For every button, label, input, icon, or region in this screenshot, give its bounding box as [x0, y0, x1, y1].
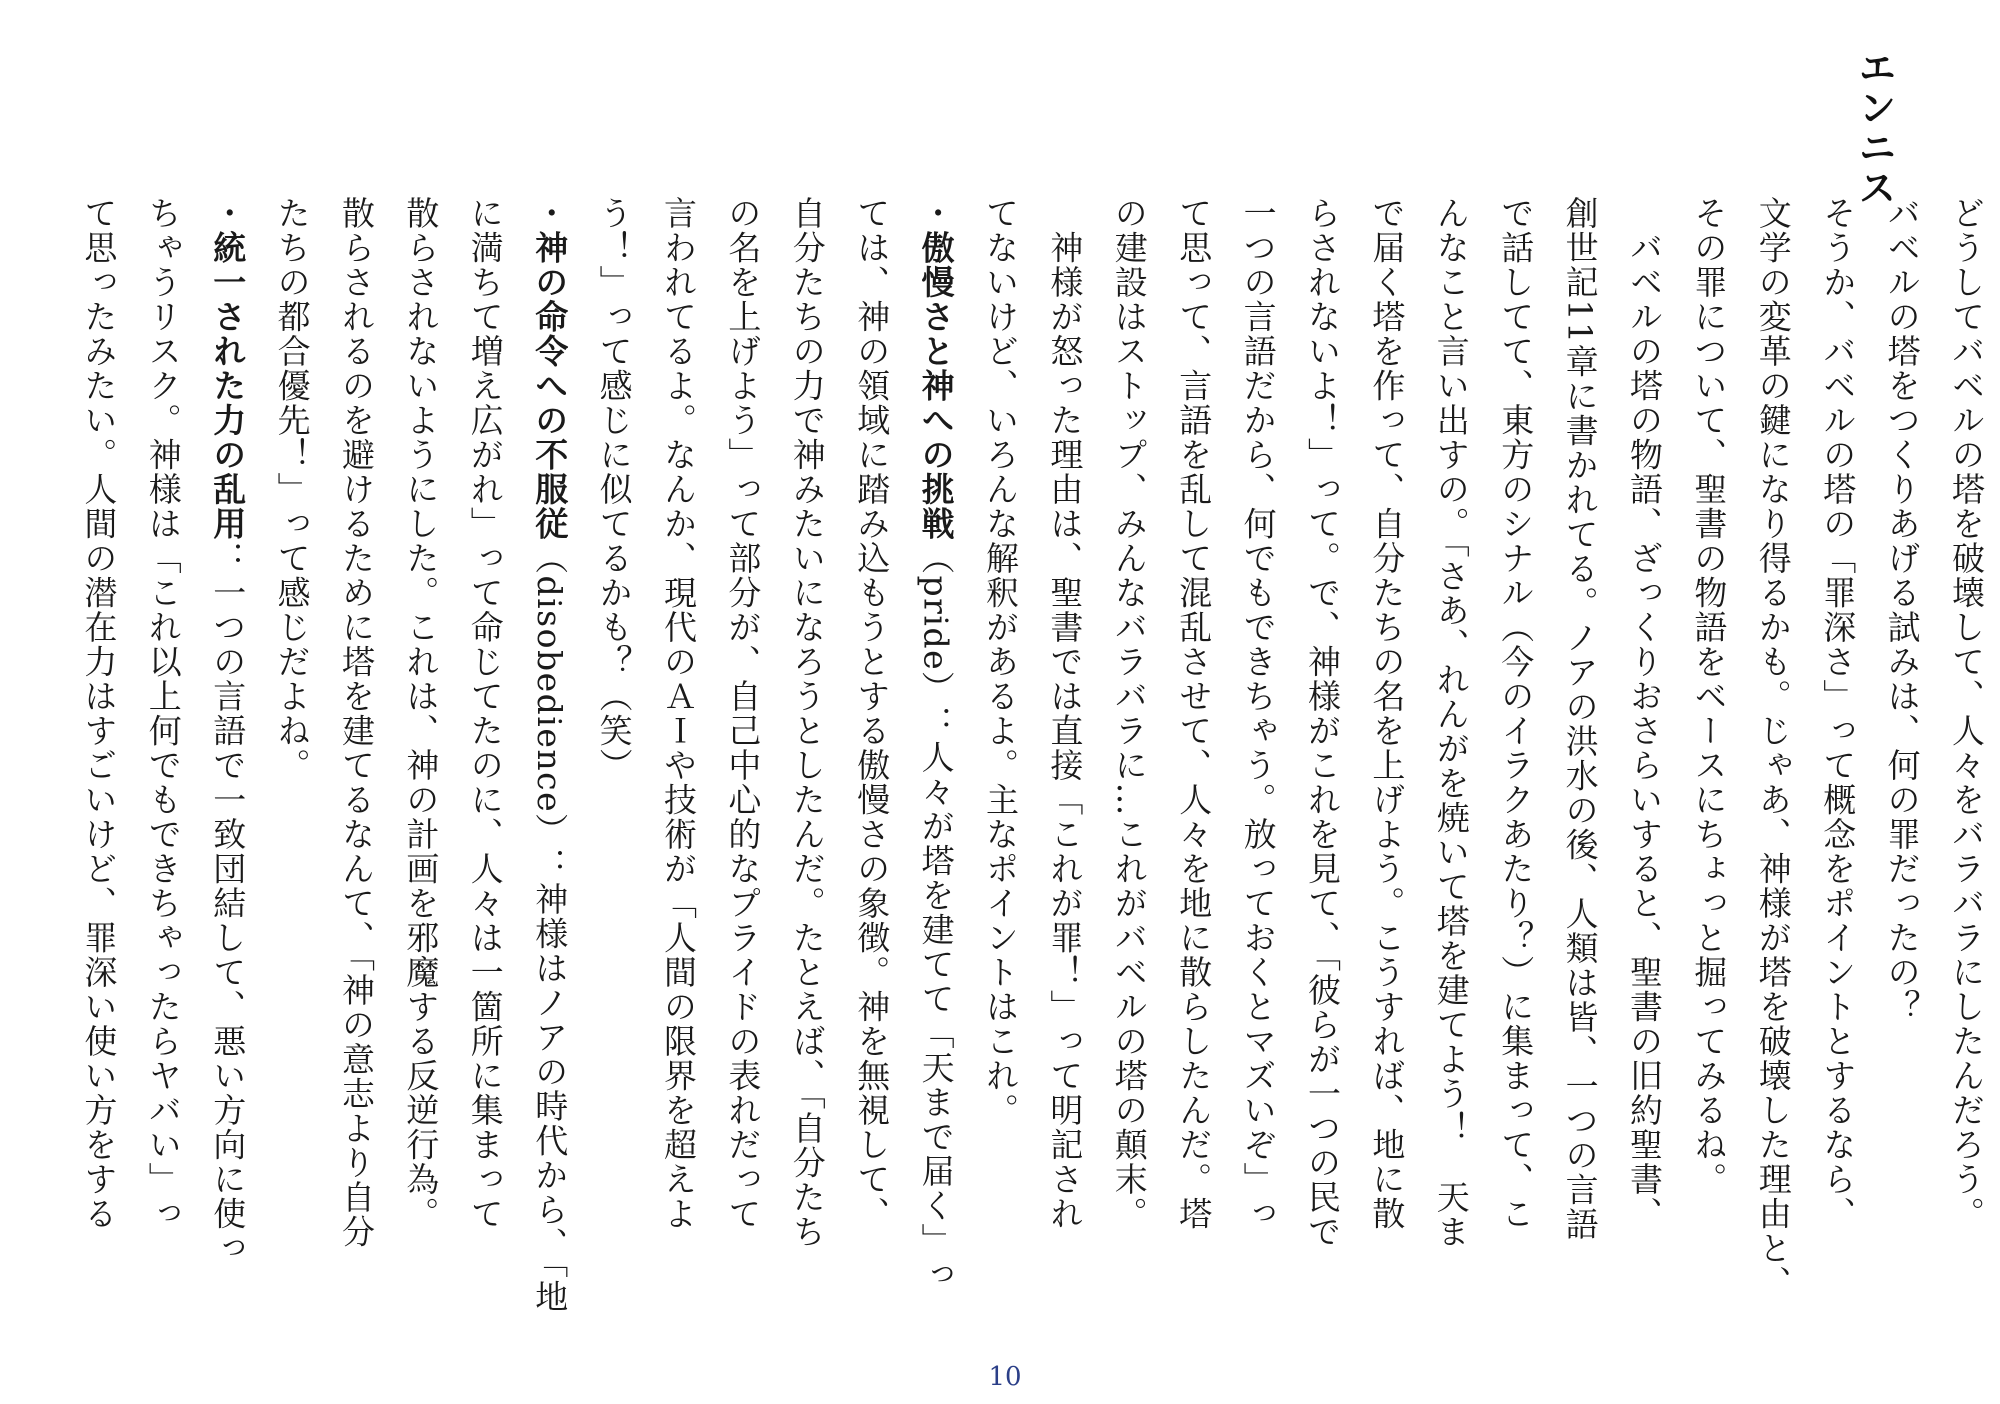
line-text: て思って、言語を乱して混乱させて、人々を地に散らしたんだ。塔 — [1174, 196, 1214, 1231]
line-text: その罪について、聖書の物語をベースにちょっと掘ってみるね。 — [1689, 196, 1729, 1197]
line-text: （pride）：人々が塔を建てて「天まで届く」っ — [916, 541, 956, 1293]
text-column — [272, 196, 312, 783]
line-text: 言われてるよ。なんか、現代のＡＩや技術が「人間の限界を超えよ — [659, 196, 698, 1231]
text-column — [1946, 196, 1986, 1231]
text-column — [1109, 196, 1149, 1231]
line-text: 神様が怒った理由は、聖書では直接「これが罪！」って明記され — [1045, 196, 1085, 1231]
text-column — [722, 196, 762, 1231]
text-column — [336, 196, 376, 1249]
speaker-name: エンニス — [1852, 48, 1897, 208]
line-text: 散らされないようにした。これは、神の計画を邪魔する反逆行為。 — [401, 196, 441, 1231]
line-text: バベルの塔をつくりあげる試みは、何の罪だったの？ — [1882, 196, 1922, 1024]
line-text: の名を上げよう」って部分が、自己中心的なプライドの表れだって — [723, 196, 763, 1231]
text-column — [916, 196, 956, 1292]
text-column — [658, 196, 698, 1231]
text-column — [1624, 196, 1664, 1231]
line-text: で話してて、東方のシナル（今のイラクあたり？）に集まって、こ — [1496, 196, 1536, 1231]
line-text: たちの都合優先！」って感じだよね。 — [272, 196, 312, 783]
bold-heading-text: 傲慢さと神への挑戦 — [916, 230, 956, 541]
text-column — [1495, 196, 1535, 1231]
line-text: ・ — [208, 196, 248, 231]
text-column — [1431, 196, 1471, 1249]
text-column — [143, 196, 183, 1231]
text-column — [980, 196, 1020, 1128]
line-text: ちゃうリスク。神様は「これ以上何でもできちゃったらヤバい」っ — [143, 196, 183, 1231]
line-text: んなこと言い出すの。「さあ、れんがを焼いて塔を建てよう！ 天ま — [1431, 196, 1471, 1249]
text-column — [1044, 196, 1084, 1231]
line-text: に満ちて増え広がれ」って命じてたのに、人々は一箇所に集まって — [465, 196, 505, 1231]
text-column — [1238, 196, 1278, 1231]
line-text: 創世記11章に書かれてる。ノアの洪水の後、人類は皆、一つの言語 — [1560, 196, 1600, 1242]
text-column — [1366, 196, 1406, 1231]
line-text: 文学の変革の鍵になり得るかも。じゃあ、神様が塔を破壊した理由と、 — [1753, 196, 1793, 1300]
line-text: バベルの塔の物語、ざっくりおさらいすると、聖書の旧約聖書、 — [1625, 196, 1664, 1231]
page-number: 10 — [988, 1362, 1022, 1392]
bold-heading-text: 神の命令への不服従 — [530, 230, 570, 541]
line-text: ：一つの言語で一致団結して、悪い方向に使っ — [208, 541, 248, 1266]
text-column — [207, 196, 247, 1266]
line-text: て思ったみたい。人間の潜在力はすごいけど、罪深い使い方をする — [79, 196, 119, 1231]
text-column — [1882, 196, 1922, 1024]
text-column — [1302, 196, 1342, 1249]
line-text: う！」って感じに似てるかも？（笑） — [594, 196, 634, 783]
line-text: そうか、バベルの塔の「罪深さ」って概念をポイントとするなら、 — [1818, 196, 1858, 1231]
text-column — [1688, 196, 1728, 1197]
line-text: 一つの言語だから、何でもできちゃう。放っておくとマズいぞ」っ — [1238, 196, 1278, 1231]
line-text: の建設はストップ、みんなバラバラに…これがバベルの塔の顛末。 — [1109, 196, 1149, 1231]
bold-heading-text: 統一された力の乱用 — [208, 230, 248, 541]
line-text: 散らされるのを避けるために塔を建てるなんて、「神の意志より自分 — [337, 196, 376, 1249]
line-text: （disobedience）：神様はノアの時代から、「地 — [530, 541, 570, 1315]
text-column — [1173, 196, 1213, 1231]
line-text: ・ — [916, 196, 956, 231]
text-column — [1817, 196, 1857, 1231]
line-text: ては、神の領域に踏み込もうとする傲慢さの象徴。神を無視して、 — [852, 196, 892, 1231]
line-text: 自分たちの力で神みたいになろうとしたんだ。たとえば、「自分たち — [787, 196, 827, 1249]
text-column — [465, 196, 505, 1231]
text-column — [1753, 196, 1793, 1300]
text-column — [1560, 196, 1600, 1242]
text-column — [400, 196, 440, 1231]
line-text: てないけど、いろんな解釈があるよ。主なポイントはこれ。 — [981, 196, 1020, 1128]
text-column — [529, 196, 569, 1314]
text-column — [78, 196, 118, 1231]
line-text: らされないよ！」って。で、神様がこれを見て、「彼らが一つの民で — [1303, 196, 1342, 1249]
line-text: どうしてバベルの塔を破壊して、人々をバラバラにしたんだろう。 — [1947, 196, 1986, 1231]
line-text: で届く塔を作って、自分たちの名を上げよう。こうすれば、地に散 — [1367, 196, 1407, 1231]
line-text: ・ — [530, 196, 570, 231]
text-column — [787, 196, 827, 1249]
text-column — [594, 196, 634, 783]
text-column — [851, 196, 891, 1231]
